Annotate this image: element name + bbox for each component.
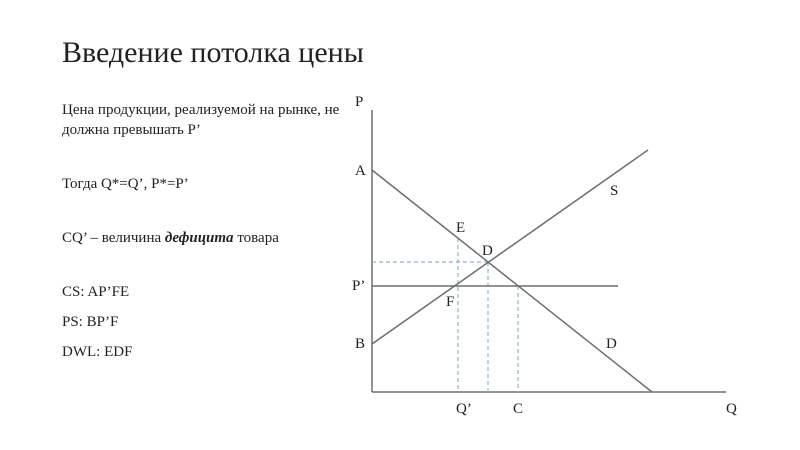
label-axis-q: Q	[726, 401, 737, 417]
label-d-point: D	[482, 243, 493, 259]
label-axis-p: P	[355, 94, 364, 110]
text-deficit-part2: товара	[233, 230, 279, 246]
label-c: C	[513, 401, 524, 417]
label-q-prime: Q’	[456, 401, 472, 417]
demand-curve	[372, 170, 652, 392]
label-f: F	[446, 294, 455, 310]
label-b: B	[355, 336, 366, 352]
label-p-prime: P’	[352, 278, 366, 294]
label-d-curve: D	[606, 336, 617, 352]
text-deficit-part1: CQ’ – величина	[62, 230, 165, 246]
text-price-ceiling: Цена продукции, реализуемой на рынке, не должна превышать P’	[62, 102, 340, 138]
text-cs: CS: AP’FE	[62, 284, 130, 300]
label-s: S	[610, 183, 619, 199]
supply-curve	[372, 150, 648, 344]
text-ps: PS: BP’F	[62, 314, 119, 330]
text-equilibrium: Тогда Q*=Q’, P*=P’	[62, 176, 189, 192]
label-e: E	[456, 220, 466, 236]
label-a: A	[355, 163, 366, 179]
slide-title: Введение потолка цены	[62, 36, 364, 69]
text-deficit-emph: дефицита	[164, 230, 234, 246]
text-dwl: DWL: EDF	[62, 344, 133, 360]
